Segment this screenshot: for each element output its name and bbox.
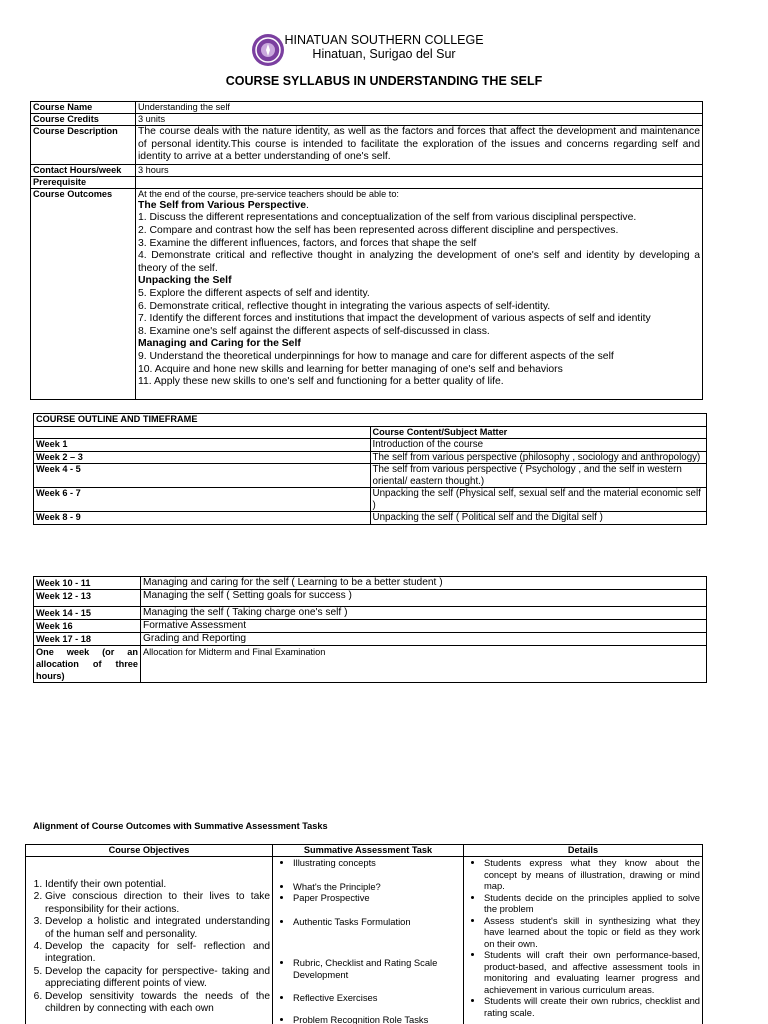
details-cell xyxy=(464,857,703,1024)
table-row xyxy=(34,620,707,633)
description-value: The course deals with the nature identity, as well as the factors and forces that affect the development and maintenance of personal identity.This course is intended to facilitate the exploration of the issues and concerns regarding self and identity to arrive at a better understanding of one's self. xyxy=(136,126,703,165)
list-item: • Students will create their own rubrics, checklist and rating scale. xyxy=(484,995,700,1018)
list-item: 6. Develop sensitivity towards the needs of the children by connecting with each own xyxy=(45,991,270,1016)
list-item: • Reflective Exercises xyxy=(293,992,461,1004)
table-row xyxy=(34,646,707,683)
course-name-value: Understanding the self xyxy=(136,102,703,114)
content-cell: Formative Assessment xyxy=(141,620,707,633)
week-cell: Week 8 - 9 xyxy=(34,512,371,525)
description-label: Course Description xyxy=(31,126,136,165)
content-cell: Managing the self ( Taking charge one's self ) xyxy=(141,607,707,620)
table-row xyxy=(34,439,707,452)
week-cell: Week 4 - 5 xyxy=(34,464,371,488)
content-cell: The self from various perspective ( Psychology , and the self in western oriental/ eastern thought.) xyxy=(370,464,707,488)
list-item: • Students decide on the principles applied to solve the problem xyxy=(484,892,700,915)
list-item: 5. Develop the capacity for perspective- taking and appreciating different points of view. xyxy=(45,966,270,991)
week-cell: Week 2 – 3 xyxy=(34,451,371,464)
outcome-item: 8. Examine one's self against the different aspects of self-discussed in class. xyxy=(138,325,490,337)
week-cell: Week 10 - 11 xyxy=(34,577,141,590)
outcomes-label: Course Outcomes xyxy=(31,188,136,399)
tasks-header: Summative Assessment Task xyxy=(273,845,464,857)
objectives-cell xyxy=(26,857,273,1024)
table-row xyxy=(31,188,703,399)
list-item: 4. Develop the capacity for self- reflection and integration. xyxy=(45,941,270,966)
week-cell: Week 17 - 18 xyxy=(34,633,141,646)
week-cell: Week 1 xyxy=(34,439,371,452)
contact-value: 3 hours xyxy=(136,164,703,176)
credits-label: Course Credits xyxy=(31,114,136,126)
prerequisite-value xyxy=(136,176,703,188)
college-header xyxy=(0,33,768,61)
outcome-item: 9. Understand the theoretical underpinnings for how to manage and care for different aspects of the self xyxy=(138,350,614,362)
outline-title: COURSE OUTLINE AND TIMEFRAME xyxy=(34,414,707,427)
table-row xyxy=(34,451,707,464)
list-item: • Authentic Tasks Formulation xyxy=(293,916,461,928)
outcomes-intro: At the end of the course, pre-service teachers should be able to: xyxy=(138,188,399,199)
table-row xyxy=(34,488,707,512)
tasks-cell xyxy=(273,857,464,1024)
outline-content-header: Course Content/Subject Matter xyxy=(370,426,707,439)
list-item: • What's the Principle? xyxy=(293,881,461,893)
table-row xyxy=(34,590,707,607)
table-row xyxy=(31,114,703,126)
table-row xyxy=(26,845,703,857)
content-cell: Managing the self ( Setting goals for success ) xyxy=(141,590,707,607)
outcome-item: 7. Identify the different forces and institutions that impact the development of various aspects of self and identity xyxy=(138,313,651,325)
week-cell: One week (or an allocation of three hours) xyxy=(34,646,141,683)
list-item: 3. Develop a holistic and integrated understanding of the human self and personality. xyxy=(45,916,270,941)
week-cell: Week 12 - 13 xyxy=(34,590,141,607)
syllabus-title: COURSE SYLLABUS IN UNDERSTANDING THE SELF xyxy=(225,74,543,88)
course-outline-continued-table xyxy=(33,576,707,683)
table-row xyxy=(34,577,707,590)
outcome-item: 11. Apply these new skills to one's self and functioning for a better quality of life. xyxy=(138,376,504,388)
prerequisite-label: Prerequisite xyxy=(31,176,136,188)
table-row xyxy=(34,414,707,427)
content-cell: Allocation for Midterm and Final Examination xyxy=(141,646,707,683)
table-row xyxy=(31,176,703,188)
outcomes-section-heading: Managing and Caring for the Self xyxy=(138,338,301,350)
table-row xyxy=(34,607,707,620)
table-row xyxy=(34,464,707,488)
outcome-item: 6. Demonstrate critical, reflective thought in integrating the various aspects of self-identity. xyxy=(138,300,551,312)
outcome-item: 4. Demonstrate critical and reflective thought in analyzing the development of one's self and identity by developing a theory of the self. xyxy=(138,250,700,274)
list-item: • Students express what they know about the concept by means of illustration, drawing or mind map. xyxy=(484,857,700,892)
contact-label: Contact Hours/week xyxy=(31,164,136,176)
outcome-item: 5. Explore the different aspects of self and identity. xyxy=(138,287,370,299)
outcomes-cell: At the end of the course, pre-service teachers should be able to: The Self from Various Perspective. 1. Discuss the different representations and conceptualization of the self from various disciplinal perspective. 2. Compare and contrast how the self has been represented across different discipline and perspectives. 3. Examine the different influences, factors, and forces that shape the self 4. Demonstrate critical and reflective thought in analyzing the development of one's self and identity by developing a theory of the self. Unpacking the Self 5. Explore the different aspects of self and identity. 6. Demonstrate critical, reflective thought in integrating the various aspects of self-identity. 7. Identify the different forces and institutions that impact the development of various aspects of self and identity 8. Examine one's self against the different aspects of self-discussed in class. Managing and Caring for the Self 9. Understand the theoretical underpinnings for how to manage and care for different aspects of the self 10. Acquire and hone new skills and learning for better managing of one's self and behaviors 11. Apply these new skills to one's self and functioning for a better quality of life. xyxy=(136,188,703,399)
college-location: Hinatuan, Surigao del Sur xyxy=(312,47,456,61)
list-item: • Illustrating concepts xyxy=(293,857,461,869)
content-cell: Managing and caring for the self ( Learning to be a better student ) xyxy=(141,577,707,590)
outcome-item: 10. Acquire and hone new skills and learning for better managing of one's self and behaviors xyxy=(138,363,563,375)
outcomes-section-heading: The Self from Various Perspective xyxy=(138,199,307,211)
list-item: • Paper Prospective xyxy=(293,892,461,904)
college-name: HINATUAN SOUTHERN COLLEGE xyxy=(284,33,484,47)
list-item: • Problem Recognition Role Tasks xyxy=(293,1014,461,1024)
content-cell: The self from various perspective (philosophy , sociology and anthropology) xyxy=(370,451,707,464)
course-info-table xyxy=(30,101,703,400)
list-item: • Assess student's skill in synthesizing what they have learned about the topic or field as they work on their own. xyxy=(484,915,700,950)
outline-week-header xyxy=(34,426,371,439)
outcome-item: 3. Examine the different influences, factors, and forces that shape the self xyxy=(138,237,477,249)
credits-value: 3 units xyxy=(136,114,703,126)
table-row xyxy=(26,857,703,1024)
week-cell: Week 16 xyxy=(34,620,141,633)
table-row xyxy=(31,164,703,176)
table-row xyxy=(34,512,707,525)
table-row xyxy=(31,102,703,114)
outcome-item: 1. Discuss the different representations and conceptualization of the self from various disciplinal perspective. xyxy=(138,212,637,224)
details-header: Details xyxy=(464,845,703,857)
alignment-title: Alignment of Course Outcomes with Summative Assessment Tasks xyxy=(33,821,328,831)
content-cell: Unpacking the self (Physical self, sexual self and the material economic self ) xyxy=(370,488,707,512)
alignment-table xyxy=(25,844,703,1024)
table-row xyxy=(34,633,707,646)
table-row xyxy=(31,126,703,165)
list-item: 2. Give conscious direction to their lives to take responsibility for their actions. xyxy=(45,891,270,916)
outcomes-section-heading: Unpacking the Self xyxy=(138,275,232,287)
list-item: • Rubric, Checklist and Rating Scale Development xyxy=(293,957,461,980)
outcome-item: 2. Compare and contrast how the self has been represented across different discipline and perspectives. xyxy=(138,224,619,236)
week-cell: Week 6 - 7 xyxy=(34,488,371,512)
list-item: • Students will craft their own performance-based, product-based, and affective assessment tools in monitoring and evaluating learner progress and achievement in various curriculum areas. xyxy=(484,949,700,995)
course-name-label: Course Name xyxy=(31,102,136,114)
table-row xyxy=(34,426,707,439)
content-cell: Unpacking the self ( Political self and the Digital self ) xyxy=(370,512,707,525)
week-cell: Week 14 - 15 xyxy=(34,607,141,620)
content-cell: Grading and Reporting xyxy=(141,633,707,646)
objectives-header: Course Objectives xyxy=(26,845,273,857)
list-item: 1. Identify their own potential. xyxy=(45,879,270,891)
content-cell: Introduction of the course xyxy=(370,439,707,452)
course-outline-table xyxy=(33,413,707,525)
